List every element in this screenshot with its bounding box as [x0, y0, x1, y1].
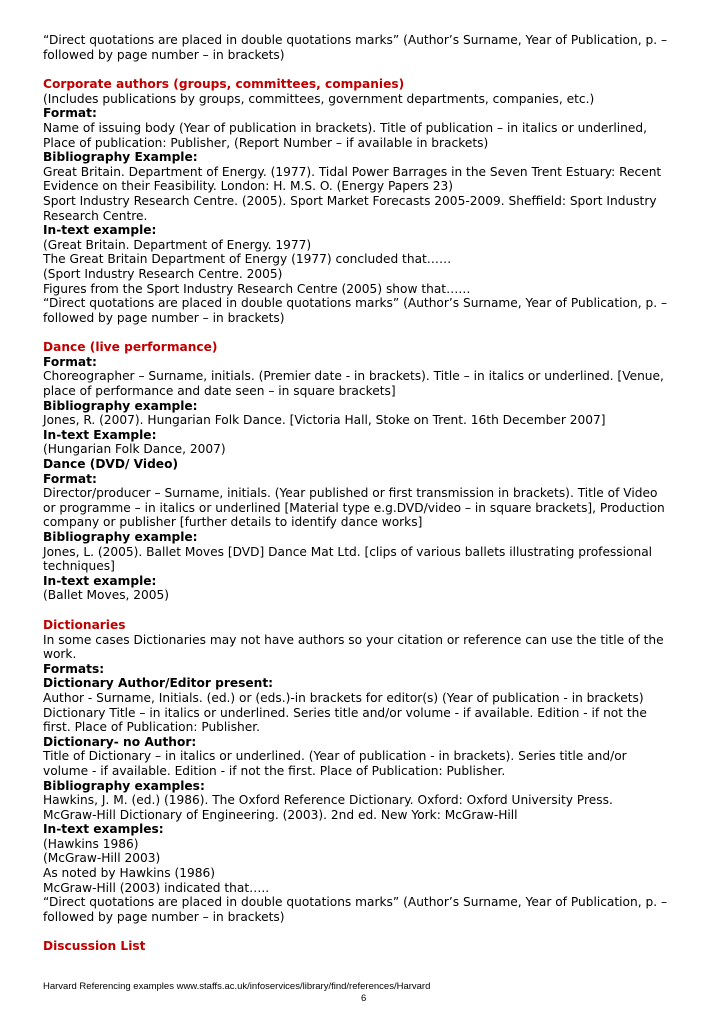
format-line: Choreographer – Surname, initials. (Premier date - in brackets). Title – in italics or underlined. [Venue, — [43, 369, 664, 384]
intro-line: “Direct quotations are placed in double quotations marks” (Author’s Surname, Year of Publication, p. – — [43, 33, 668, 47]
format-line: Place of publication: Publisher, (Report Number – if available in brackets) — [43, 135, 489, 150]
format-line: company or publisher [further details to identify dance works] — [43, 515, 423, 530]
bibliography-line: Jones, R. (2007). Hungarian Folk Dance. [Victoria Hall, Stoke on Trent. 16th December 2007] — [43, 413, 606, 428]
page-content — [43, 33, 688, 954]
intext-line: As noted by Hawkins (1986) — [43, 866, 215, 881]
bibliography-label: Bibliography example: — [43, 530, 198, 544]
format-line: volume - if available. Edition - if not the first. Place of Publication: Publisher. — [43, 763, 506, 778]
intext-line: (McGraw-Hill 2003) — [43, 851, 161, 866]
intext-label: In-text example: — [43, 573, 157, 588]
intext-line: followed by page number – in brackets) — [43, 310, 285, 325]
bibliography-line: Evidence on their Feasibility. London: H. M.S. O. (Energy Papers 23) — [43, 179, 453, 194]
format-line: Director/producer – Surname, initials. (Year published or first transmission in brackets). Title of Video — [43, 486, 658, 501]
bibliography-line: techniques] — [43, 559, 115, 574]
intext-line: The Great Britain Department of Energy (1977) concluded that…… — [43, 252, 452, 267]
intext-line: (Hungarian Folk Dance, 2007) — [43, 442, 226, 457]
bibliography-label: Bibliography example: — [43, 398, 198, 413]
bibliography-label: Bibliography Example: — [43, 150, 198, 165]
format-label: Format: — [43, 354, 97, 369]
bibliography-line: Sport Industry Research Centre. (2005). Sport Market Forecasts 2005-2009. Sheffield: Sport Industry — [43, 193, 657, 208]
intext-line: followed by page number – in brackets) — [43, 909, 285, 924]
formats-label: Formats: — [43, 661, 105, 676]
format-line: Dictionary Title – in italics or underlined. Series title and/or volume - if available. Edition - if not the — [43, 705, 647, 720]
intext-line: “Direct quotations are placed in double quotations marks” (Author’s Surname, Year of Publication, p. – — [43, 296, 668, 311]
intext-line: “Direct quotations are placed in double quotations marks” (Author’s Surname, Year of Publication, p. – — [43, 895, 668, 910]
format-line: Name of issuing body (Year of publication in brackets). Title of publication – in italics or underlined, — [43, 120, 647, 135]
intext-line: Figures from the Sport Industry Research Centre (2005) show that…… — [43, 281, 471, 296]
bibliography-line: Great Britain. Department of Energy. (1977). Tidal Power Barrages in the Seven Trent Estuary: Recent — [43, 164, 662, 179]
format-line: or programme – in italics or underlined [Material type e.g.DVD/video – in square brackets], Production — [43, 500, 665, 515]
bibliography-line: Jones, L. (2005). Ballet Moves [DVD] Dance Mat Ltd. [clips of various ballets illustrating professional — [43, 544, 653, 559]
intext-line: (Ballet Moves, 2005) — [43, 588, 170, 603]
no-author-label: Dictionary- no Author: — [43, 734, 197, 749]
intro-line: followed by page number – in brackets) — [43, 47, 285, 62]
section-heading-corporate: Corporate authors (groups, committees, companies) — [43, 77, 405, 92]
section-note: work. — [43, 647, 77, 662]
format-line: place of performance and date seen – in square brackets] — [43, 384, 396, 399]
format-label: Format: — [43, 106, 97, 121]
section-heading-dictionaries: Dictionaries — [43, 617, 126, 632]
section-heading-dance-live: Dance (live performance) — [43, 340, 218, 355]
format-label: Format: — [43, 471, 97, 486]
subsection-heading-dance-dvd: Dance (DVD/ Video) — [43, 457, 179, 472]
section-note: (Includes publications by groups, committees, government departments, companies, etc.) — [43, 91, 595, 106]
page-number: 6 — [361, 993, 367, 1004]
section-note: In some cases Dictionaries may not have authors so your citation or reference can use the title of the — [43, 632, 664, 647]
intext-line: (Great Britain. Department of Energy. 1977) — [43, 237, 312, 252]
bibliography-line: Hawkins, J. M. (ed.) (1986). The Oxford Reference Dictionary. Oxford: Oxford University Press. — [43, 793, 613, 808]
bibliography-line: Research Centre. — [43, 208, 148, 223]
intext-label: In-text Example: — [43, 427, 157, 442]
intext-label: In-text example: — [43, 223, 157, 238]
format-line: Title of Dictionary – in italics or underlined. (Year of publication - in brackets). Series title and/or — [43, 749, 627, 764]
bibliography-label: Bibliography examples: — [43, 778, 205, 793]
section-heading-discussion-list: Discussion List — [43, 939, 146, 954]
intext-line: (Sport Industry Research Centre. 2005) — [43, 266, 283, 281]
page-footer — [43, 981, 688, 1004]
intext-line: McGraw-Hill (2003) indicated that….. — [43, 880, 270, 895]
author-present-label: Dictionary Author/Editor present: — [43, 676, 274, 691]
intext-label: In-text examples: — [43, 822, 164, 837]
intext-line: (Hawkins 1986) — [43, 836, 139, 851]
footer-text: Harvard Referencing examples www.staffs.ac.uk/infoservices/library/find/references/Harvard — [43, 981, 431, 992]
format-line: Author - Surname, Initials. (ed.) or (eds.)-in brackets for editor(s) (Year of publication - in brackets) — [43, 690, 644, 705]
bibliography-line: McGraw-Hill Dictionary of Engineering. (2003). 2nd ed. New York: McGraw-Hill — [43, 807, 518, 822]
format-line: first. Place of Publication: Publisher. — [43, 720, 261, 735]
